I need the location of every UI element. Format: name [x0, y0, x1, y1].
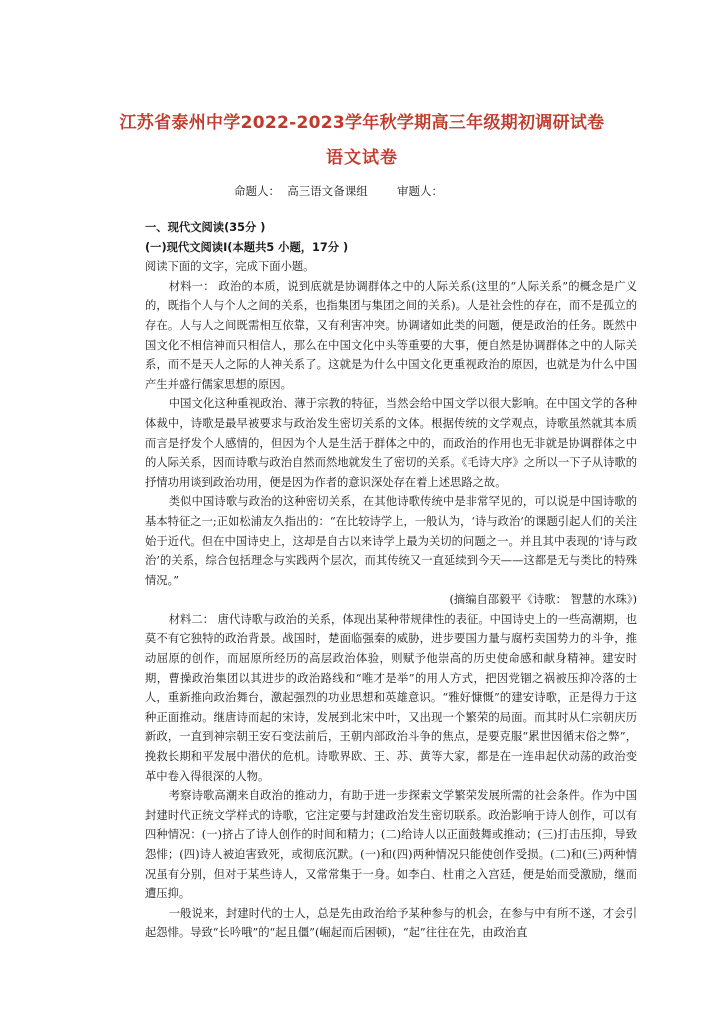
instruction: 阅读下面的文字，完成下面小题。: [145, 260, 315, 274]
section-heading: 一、现代文阅读(35分 ): [145, 221, 266, 234]
paragraph-material-1: 材料一： 政治的本质，说到底就是协调群体之中的人际关系(这里的“人际关系”的概念是广义的，既指个人与个人之间的关系，也指集团与集团之间的关系)。人是社会性的存在，而不是孤立的存在。人与人之间既需相互依靠，又有利害冲突。协调诸如此类的问题，便是政治的任务。既然中国文化不相信神而只相信人，那么在中国文化中头等重要的大事，便自然是协调群体之中的人际关系，而不是天人之际的人神关系了。这就是为什么中国文化更重视政治的原因，也就是为什么中国产生并盛行儒家思想的原因。: [145, 279, 637, 391]
paragraph: 中国文化这种重视政治、薄于宗教的特征，当然会给中国文学以很大影响。在中国文学的各种体裁中，诗歌是最早被要求与政治发生密切关系的文体。根据传统的文学观点，诗歌虽然就其本质而言是抒发个人感情的，但因为个人是生活于群体之中的，而政治的作用也无非就是协调群体之中的人际关系，因而诗歌与政治自然而然地就发生了密切的关系。《毛诗大序》之所以一下子从诗歌的抒情功用谈到政治功用，便是因为作者的意识深处存在着上述思路之故。: [145, 397, 637, 489]
section-subheading: (一)现代文阅读Ⅰ(本题共5 小题，17分 ): [145, 240, 349, 254]
exam-content: [145, 218, 637, 943]
paragraph: 类似中国诗歌与政治的这种密切关系，在其他诗歌传统中是非常罕见的，可以说是中国诗歌的基本特征之一;正如松浦友久指出的：“在比较诗学上，一般认为，‘诗与政治’的课题引起人们的关注始于近代。但在中国诗史上，这却是自古以来诗学上最为关切的问题之一。并且其中表现的‘诗与政治’的关系，综合包括理念与实践两个层次，而其传统又一直延续到今天——这都是无与类比的特殊情况。”: [145, 495, 637, 587]
source-note: (摘编自邵毅平《诗歌： 智慧的水珠》): [449, 593, 637, 607]
paragraph: 考察诗歌高潮来自政治的推动力，有助于进一步探索文学繁荣发展所需的社会条件。作为中国封建时代正统文学样式的诗歌，它注定要与封建政治发生密切联系。政治影响于诗人创作，可以有四种情况：(一)挤占了诗人创作的时间和精力；(二)给诗人以正面鼓舞或推动；(三)打击压抑，导致怨悱；(四)诗人被迫害致死，或彻底沉默。(一)和(四)两种情况只能使创作受损。(二)和(三)两种情况虽有分别，但对于某些诗人，又常常集于一身。如李白、杜甫之入宫廷，便是始而受激励，继而遭压抑。: [145, 789, 637, 901]
exam-title: 江苏省泰州中学2022-2023学年秋学期高三年级期初调研试卷: [119, 113, 605, 133]
exam-subtitle: 语文试卷: [326, 148, 398, 168]
paragraph-material-2: 材料二： 唐代诗歌与政治的关系，体现出某种带规律性的表征。中国诗史上的一些高潮期，也莫不有它独特的政治背景。战国时，楚面临强秦的威胁，进步要国力量与腐朽卖国势力的斗争，推动屈原的创作，而屈原所经历的高层政治体验，则赋予他崇高的历史使命感和献身精神。建安时期，曹操政治集团以其进步的政治路线和“唯才是举”的用人方式，把因党锢之祸被压抑冷落的士人，重新推向政治舞台，激起强烈的功业思想和英雄意识。“雅好慷慨”的建安诗歌，正是得力于这种正面推动。继唐诗而起的宋诗，发展到北宋中叶，又出现一个繁荣的局面。而其时从仁宗朝庆历新政，一直到神宗朝王安石变法前后，王朝内部政治斗争的焦点，是要克服“累世因循末俗之弊”，挽救长期和平发展中潜伏的危机。诗歌界欧、王、苏、黄等大家，都是在一连串起伏动荡的政治变革中卷入得很深的人物。: [145, 612, 637, 783]
byline: 命题人： 高三语文备课组 审题人：: [234, 184, 444, 198]
paragraph: 一般说来，封建时代的士人，总是先由政治给予某种参与的机会，在参与中有所不遂，才会引起怨悱。导致“长吟哦”的“起且僵”(崛起而后困顿)，“起”往往在先，由政治直: [145, 906, 637, 940]
